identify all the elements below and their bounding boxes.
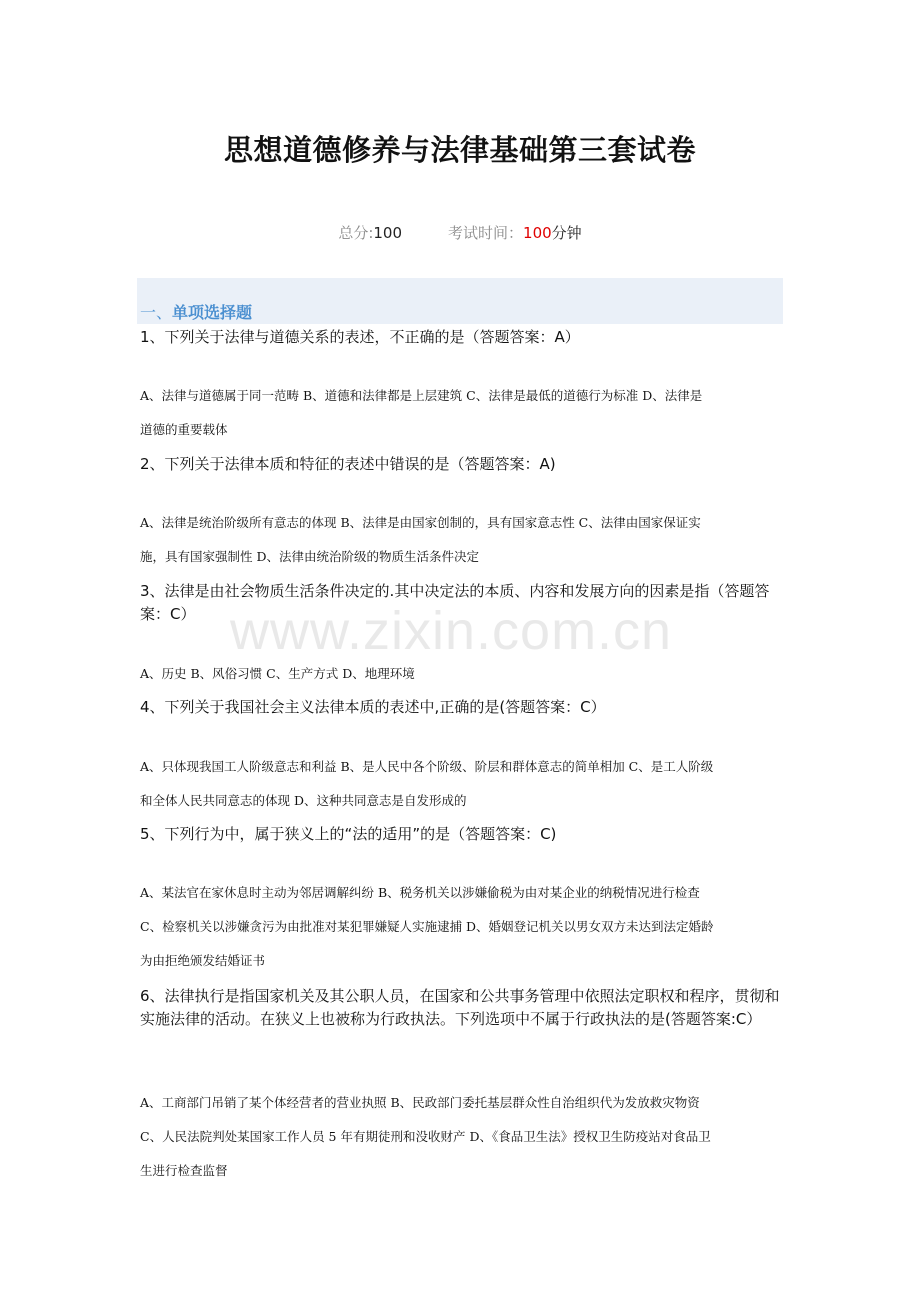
question-options xyxy=(140,1086,785,1188)
question-stem: 4、下列关于我国社会主义法律本质的表述中,正确的是(答题答案：C） xyxy=(140,698,606,716)
section-header xyxy=(137,278,783,324)
option-line: 为由拒绝颁发结婚证书 xyxy=(140,953,266,968)
time-label: 考试时间： xyxy=(448,224,524,242)
question-stem: 1、下列关于法律与道德关系的表述，不正确的是（答题答案：A） xyxy=(140,328,580,346)
question-stem: 5、下列行为中，属于狭义上的“法的适用”的是（答题答案：C) xyxy=(140,825,557,843)
question-stem: 2、下列关于法律本质和特征的表述中错误的是（答题答案：A) xyxy=(140,455,556,473)
option-line: A、法律与道德属于同一范畴 B、道德和法律都是上层建筑 C、法律是最低的道德行为标准 D、法律是 xyxy=(140,388,703,403)
question-stem: 3、法律是由社会物质生活条件决定的.其中决定法的本质、内容和发展方向的因素是指（答题答案：C） xyxy=(140,582,770,623)
score-label: 总分: xyxy=(338,224,374,242)
section-title xyxy=(140,300,252,323)
question-options xyxy=(140,876,785,978)
question-options xyxy=(140,506,785,574)
option-line: 生进行检查监督 xyxy=(140,1163,228,1178)
option-line: A、只体现我国工人阶级意志和利益 B、是人民中各个阶级、阶层和群体意志的简单相加 C、是工人阶级 xyxy=(140,759,714,774)
watermark: www.zixin.com.cn xyxy=(230,601,673,661)
option-line: C、检察机关以涉嫌贪污为由批准对某犯罪嫌疑人实施逮捕 D、婚姻登记机关以男女双方未达到法定婚龄 xyxy=(140,919,714,934)
option-line: A、法律是统治阶级所有意志的体现 B、法律是由国家创制的，具有国家意志性 C、法律由国家保证实 xyxy=(140,515,701,530)
question-options xyxy=(140,379,785,447)
question-options xyxy=(140,657,785,691)
score-value: 100 xyxy=(373,224,403,242)
option-line: 道德的重要载体 xyxy=(140,422,228,437)
page-title: 思想道德修养与法律基础第三套试卷 xyxy=(223,133,696,167)
option-line: C、人民法院判处某国家工作人员 5 年有期徒刑和没收财产 D、《食品卫生法》授权卫生防疫站对食品卫 xyxy=(140,1129,711,1144)
option-line: A、工商部门吊销了某个体经营者的营业执照 B、民政部门委托基层群众性自治组织代为发放救灾物资 xyxy=(140,1095,700,1110)
question-stem: 6、法律执行是指国家机关及其公职人员，在国家和公共事务管理中依照法定职权和程序，贯彻和实施法律的活动。在狭义上也被称为行政执法。下列选项中不属于行政执法的是(答题答案:C） xyxy=(140,987,780,1028)
option-line: 施，具有国家强制性 D、法律由统治阶级的物质生活条件决定 xyxy=(140,549,479,564)
option-line: A、历史 B、风俗习惯 C、生产方式 D、地理环境 xyxy=(140,666,415,681)
time-unit: 分钟 xyxy=(551,224,582,242)
exam-meta xyxy=(0,222,920,243)
section-prefix: 一、 xyxy=(140,303,173,322)
option-line: 和全体人民共同意志的体现 D、这种共同意志是自发形成的 xyxy=(140,793,467,808)
option-line: A、某法官在家休息时主动为邻居调解纠纷 B、税务机关以涉嫌偷税为由对某企业的纳税情况进行检查 xyxy=(140,885,700,900)
section-label: 单项选择题 xyxy=(172,303,253,322)
time-value: 100 xyxy=(523,224,552,242)
question-options xyxy=(140,750,785,818)
